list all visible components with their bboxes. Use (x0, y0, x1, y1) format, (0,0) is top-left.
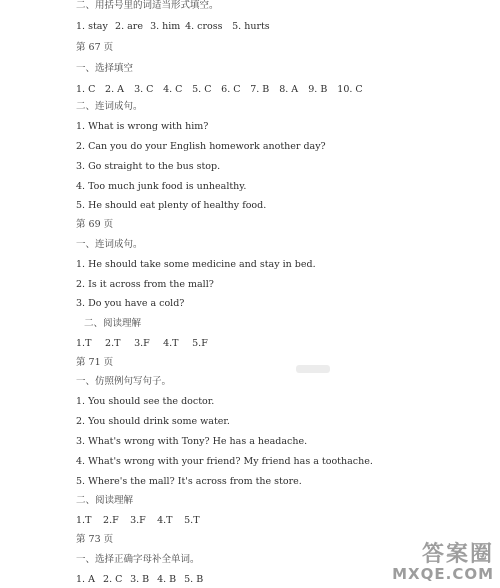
choice-answer: 3. C (134, 84, 154, 95)
choice-answer: 1. C (76, 84, 96, 95)
fill-answer: 4. cross (185, 21, 223, 32)
fill-answer: 5. hurts (232, 21, 270, 32)
choice-answer: 9. B (308, 84, 328, 95)
reading-answer: 3.F (134, 338, 150, 349)
sentence-answer: 1. He should take some medicine and stay in bed. (76, 259, 316, 270)
sentence-answer: 2. Can you do your English homework another day? (76, 141, 326, 152)
fill-words-answers (76, 21, 270, 33)
section-heading-reading-71: 二、阅读理解 (76, 495, 134, 506)
section-heading-build-sentences-69: 一、连词成句。 (76, 239, 143, 250)
section-heading-letters: 一、选择正确字母补全单词。 (76, 554, 200, 565)
letter-answer: 5. B (184, 574, 204, 585)
sentence-answer: 4. What's wrong with your friend? My friend has a toothache. (76, 456, 373, 467)
page-label-69: 第 69 页 (76, 219, 114, 230)
letter-answer: 4. B (157, 574, 177, 585)
section-heading-fill-words: 二、用括号里的词适当形式填空。 (76, 0, 219, 11)
sentence-answer: 3. Do you have a cold? (76, 298, 185, 309)
fill-answer: 1. stay (76, 21, 108, 32)
sentence-answer: 3. What's wrong with Tony? He has a headache. (76, 436, 308, 447)
reading-answer: 4.T (163, 338, 179, 349)
sentence-answer: 1. What is wrong with him? (76, 121, 209, 132)
watermark-logo-text: 答案圈 (421, 542, 494, 567)
reading-answer: 5.F (192, 338, 208, 349)
section-heading-imitate: 一、仿照例句写句子。 (76, 376, 172, 387)
choice-answer: 10. C (337, 84, 363, 95)
reading-answer: 5.T (184, 515, 200, 526)
choice-answer: 5. C (192, 84, 212, 95)
section-heading-choose: 一、选择填空 (76, 63, 134, 74)
fill-answer: 2. are (115, 21, 143, 32)
reading-answer: 2.F (103, 515, 119, 526)
choice-answer: 8. A (279, 84, 299, 95)
sentence-answer: 4. Too much junk food is unhealthy. (76, 181, 247, 192)
section-heading-build-sentences: 二、连词成句。 (76, 101, 143, 112)
choice-answer: 4. C (163, 84, 183, 95)
sentence-answer: 1. You should see the doctor. (76, 396, 215, 407)
sentence-answer: 3. Go straight to the bus stop. (76, 161, 221, 172)
choice-answer: 6. C (221, 84, 241, 95)
letter-answer: 2. C (103, 574, 123, 585)
choice-answer: 7. B (250, 84, 270, 95)
watermark-domain: MXQE.COM (392, 565, 494, 583)
choice-answer: 2. A (105, 84, 124, 95)
sentence-answer: 2. Is it across from the mall? (76, 279, 214, 290)
reading-answer: 2.T (105, 338, 121, 349)
reading-answer: 4.T (157, 515, 173, 526)
sentence-answer: 2. You should drink some water. (76, 416, 230, 427)
reading-answer: 3.F (130, 515, 146, 526)
page-label-71: 第 71 页 (76, 357, 114, 368)
reading-answers-71 (76, 515, 200, 527)
page-label-73: 第 73 页 (76, 534, 114, 545)
choice-answers-67 (76, 84, 363, 96)
sentence-answer: 5. Where's the mall? It's across from the store. (76, 476, 302, 487)
section-heading-reading-69: 二、阅读理解 (84, 318, 142, 329)
letter-answers-73 (76, 574, 203, 586)
faint-smudge-mark (296, 363, 330, 375)
page-label-67: 第 67 页 (76, 42, 114, 53)
reading-answer: 1.T (76, 515, 92, 526)
letter-answer: 1. A (76, 574, 95, 585)
reading-answers-69 (76, 338, 208, 350)
fill-answer: 3. him (150, 21, 181, 32)
sentence-answer: 5. He should eat plenty of healthy food. (76, 200, 267, 211)
site-watermark (392, 544, 494, 582)
letter-answer: 3. B (130, 574, 150, 585)
reading-answer: 1.T (76, 338, 92, 349)
